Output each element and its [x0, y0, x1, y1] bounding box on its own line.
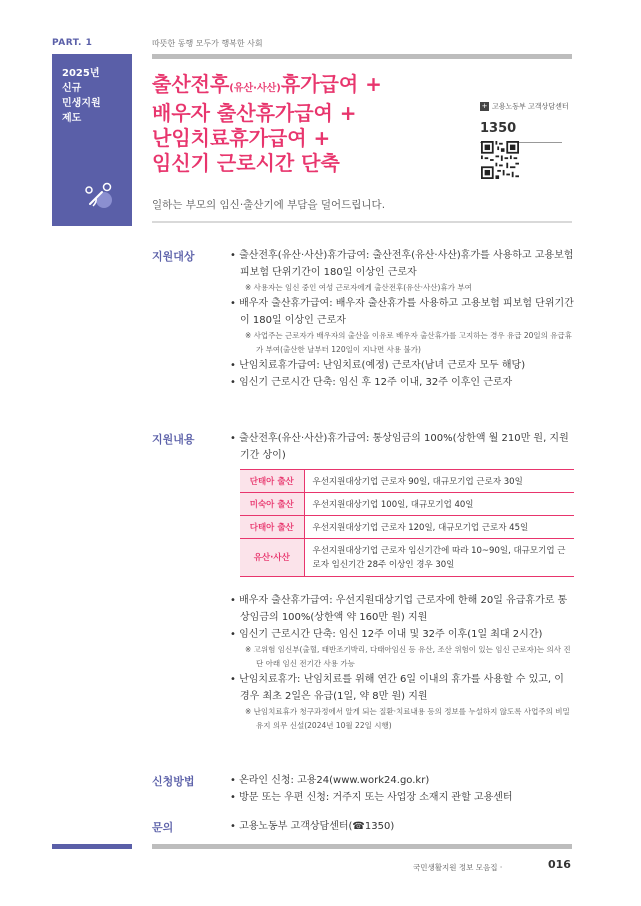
leave-period-table: [240, 469, 574, 577]
title-line-3: 난임치료휴가급여 +: [152, 126, 331, 150]
table-row: [240, 516, 574, 539]
section-label-content: 지원내용: [152, 433, 195, 446]
apply-bullet-2: • 방문 또는 우편 신청: 거주지 또는 사업장 소재지 관할 고용센터: [230, 792, 513, 803]
apply-bullet-1: • 온라인 신청: 고용24(www.work24.go.kr): [230, 775, 430, 786]
contact-box: [480, 96, 580, 143]
section-label-apply: 신청방법: [152, 775, 195, 788]
section-label-inquiry: 문의: [152, 821, 174, 834]
section-inquiry: [230, 818, 575, 835]
table-cell-desc: 우선지원대상기업 근로자 90일, 대규모기업 근로자 30일: [304, 470, 574, 493]
title-line-4: 임신기 근로시간 단축: [152, 151, 340, 175]
table-row: [240, 493, 574, 516]
top-divider: [152, 54, 572, 59]
target-bullet-4: • 임신기 근로시간 단축: 임신 후 12주 이내, 32주 이후인 근로자: [230, 377, 513, 388]
table-row: [240, 539, 574, 577]
table-cell-type: 단태아 출산: [240, 470, 304, 493]
plus-icon: +: [481, 102, 488, 110]
sidebar-title: 2025년 신규 민생지원 제도: [62, 68, 101, 124]
mid-divider: [152, 221, 572, 223]
section-content-bottom: [230, 592, 575, 733]
contact-label: 고용노동부 고객상담센터: [492, 102, 569, 111]
footer-text: 국민생활지원 정보 모음집 ·: [413, 863, 503, 872]
target-bullet-3: • 난임치료휴가급여: 난임치료(예정) 근로자(남녀 근로자 모두 해당): [230, 360, 526, 371]
section-apply: [230, 772, 575, 806]
content-bullet-2: • 배우자 출산휴가급여: 우선지원대상기업 근로자에 한해 20일 유급휴가로 통상임금의 100%(상한액 약 160만 원) 지원: [230, 595, 568, 623]
table-cell-type: 유산·사산: [240, 539, 304, 577]
table-cell-desc: 우선지원대상기업 100일, 대규모기업 40일: [304, 493, 574, 516]
content-note-3: ※ 고위험 임신부(출혈, 태반조기박리, 다태아임신 등 유산, 조산 위험이 있는 임신 근로자)는 의사 진단 아래 임신 전기간 사용 가능: [245, 645, 571, 668]
qr-code-icon[interactable]: [481, 141, 519, 179]
content-bullet-1: • 출산전후(유산·사산)휴가급여: 통상임금의 100%(상한액 월 210만 원, 지원기간 상이): [230, 433, 569, 461]
content-bullet-3: • 임신기 근로시간 단축: 임신 12주 이내 및 32주 이후(1일 최대 2시간): [230, 629, 543, 640]
table-cell-type: 다태아 출산: [240, 516, 304, 539]
bottom-divider: [152, 844, 572, 849]
sprout-icon: [80, 178, 116, 214]
table-row: [240, 470, 574, 493]
content-note-4: ※ 난임치료휴가 청구과정에서 알게 되는 질환·치료내용 등의 정보를 누설하지 않도록 사업주의 비밀유지 의무 신설(2024년 10월 22일 시행): [245, 707, 570, 730]
table-cell-desc: 우선지원대상기업 근로자 임신기간에 따라 10~90일, 대규모기업 근로자 임신기간 28주 이상인 경우 30일: [304, 539, 574, 577]
target-note-1: ※ 사용자는 임신 중인 여성 근로자에게 출산전후(유산·사산)휴가 부여: [245, 283, 472, 292]
section-content-top: [230, 430, 575, 464]
page-number: 016: [548, 858, 571, 871]
content-bullet-4: • 난임치료휴가: 난임치료를 위해 연간 6일 이내의 휴가를 사용할 수 있고, 이 경우 최초 2일은 유급(1일, 약 8만 원) 지원: [230, 674, 564, 702]
table-cell-desc: 우선지원대상기업 근로자 120일, 대규모기업 근로자 45일: [304, 516, 574, 539]
part-label: PART. 1: [52, 38, 93, 48]
page-title: [152, 72, 452, 176]
header-subtitle: 따뜻한 동행 모두가 행복한 사회: [152, 39, 263, 48]
target-note-2: ※ 사업주는 근로자가 배우자의 출산을 이유로 배우자 출산휴가를 고지하는 경우 유급 20일의 유급휴가 부여(출산한 날부터 120일이 지나면 사용 불가): [245, 331, 572, 354]
inquiry-bullet-1: • 고용노동부 고객상담센터(☎1350): [230, 821, 395, 832]
page-subtitle: 일하는 부모의 임신·출산기에 부담을 덜어드립니다.: [152, 199, 386, 211]
title-line-1: 출산전후(유산·사산)휴가급여 +: [152, 72, 382, 96]
bottom-accent-bar: [52, 844, 132, 849]
sidebar-panel: [52, 54, 132, 226]
section-target: [230, 247, 575, 391]
section-label-target: 지원대상: [152, 250, 195, 263]
title-line-2: 배우자 출산휴가급여 +: [152, 101, 357, 125]
target-bullet-2: • 배우자 출산휴가급여: 배우자 출산휴가를 사용하고 고용보험 피보험 단위기간이 180일 이상인 근로자: [230, 298, 574, 326]
contact-number: 1350: [480, 121, 517, 136]
target-bullet-1: • 출산전후(유산·사산)휴가급여: 출산전후(유산·사산)휴가를 사용하고 고용보험 피보험 단위기간이 180일 이상인 근로자: [230, 250, 574, 278]
table-cell-type: 미숙아 출산: [240, 493, 304, 516]
